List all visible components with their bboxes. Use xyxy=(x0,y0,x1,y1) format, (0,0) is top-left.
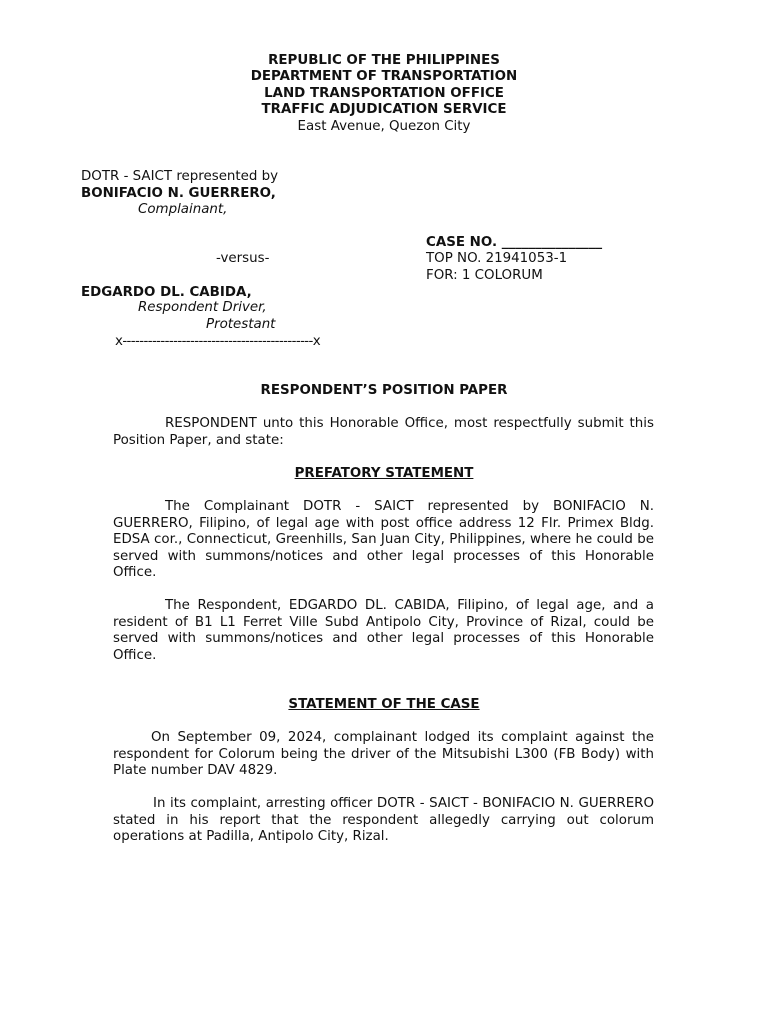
prefatory-paragraph-1: The Complainant DOTR - SAICT represented by BONIFACIO N. GUERRERO, Filipino, of legal age with post office address 12 Flr. Primex Bldg. EDSA cor., Connecticut, Greenhills, San Juan City, Philippines, where he could be served with summons/notices and other legal processes of this Honorable Office. xyxy=(113,499,654,580)
statement-paragraph-2: In its complaint, arresting officer DOTR - SAICT - BONIFACIO N. GUERRERO stated in his report that the respondent allegedly carrying out colorum operations at Padilla, Antipolo City, Rizal. xyxy=(113,796,654,844)
complainant-name: BONIFACIO N. GUERRERO, xyxy=(81,186,276,201)
statement-paragraph-1: On September 09, 2024, complainant lodged its complaint against the respondent for Colorum being the driver of the Mitsubishi L300 (FB Body) with Plate number DAV 4829. xyxy=(113,730,654,778)
complainant-intro: DOTR - SAICT represented by xyxy=(81,169,279,184)
header-department: DEPARTMENT OF TRANSPORTATION xyxy=(250,69,518,84)
header-service: TRAFFIC ADJUDICATION SERVICE xyxy=(261,102,507,117)
prefatory-heading: PREFATORY STATEMENT xyxy=(294,466,474,481)
header-address: East Avenue, Quezon City xyxy=(297,119,471,134)
statement-of-case-heading: STATEMENT OF THE CASE xyxy=(288,697,480,712)
complainant-role: Complainant, xyxy=(138,202,228,217)
intro-paragraph: RESPONDENT unto this Honorable Office, most respectfully submit this Position Paper, and state: xyxy=(113,416,654,448)
respondent-name: EDGARDO DL. CABIDA, xyxy=(81,285,252,300)
versus-label: -versus- xyxy=(216,251,270,266)
prefatory-paragraph-2: The Respondent, EDGARDO DL. CABIDA, Filipino, of legal age, and a resident of B1 L1 Ferret Ville Subd Antipolo City, Province of Rizal, could be served with summons/notices and other legal processes of this Honorable Office. xyxy=(113,598,654,663)
respondent-role: Respondent Driver, xyxy=(138,300,267,315)
header-republic: REPUBLIC OF THE PHILIPPINES xyxy=(268,53,500,68)
document-title: RESPONDENT’S POSITION PAPER xyxy=(260,383,508,398)
top-number: TOP NO. 21941053-1 xyxy=(426,251,568,266)
offense-line: FOR: 1 COLORUM xyxy=(426,268,543,283)
header-office: LAND TRANSPORTATION OFFICE xyxy=(264,86,504,101)
respondent-role-protestant: Protestant xyxy=(206,317,276,332)
case-number: CASE NO. _______________ xyxy=(426,235,603,250)
caption-divider: x---------------------------------------------x xyxy=(115,334,321,349)
